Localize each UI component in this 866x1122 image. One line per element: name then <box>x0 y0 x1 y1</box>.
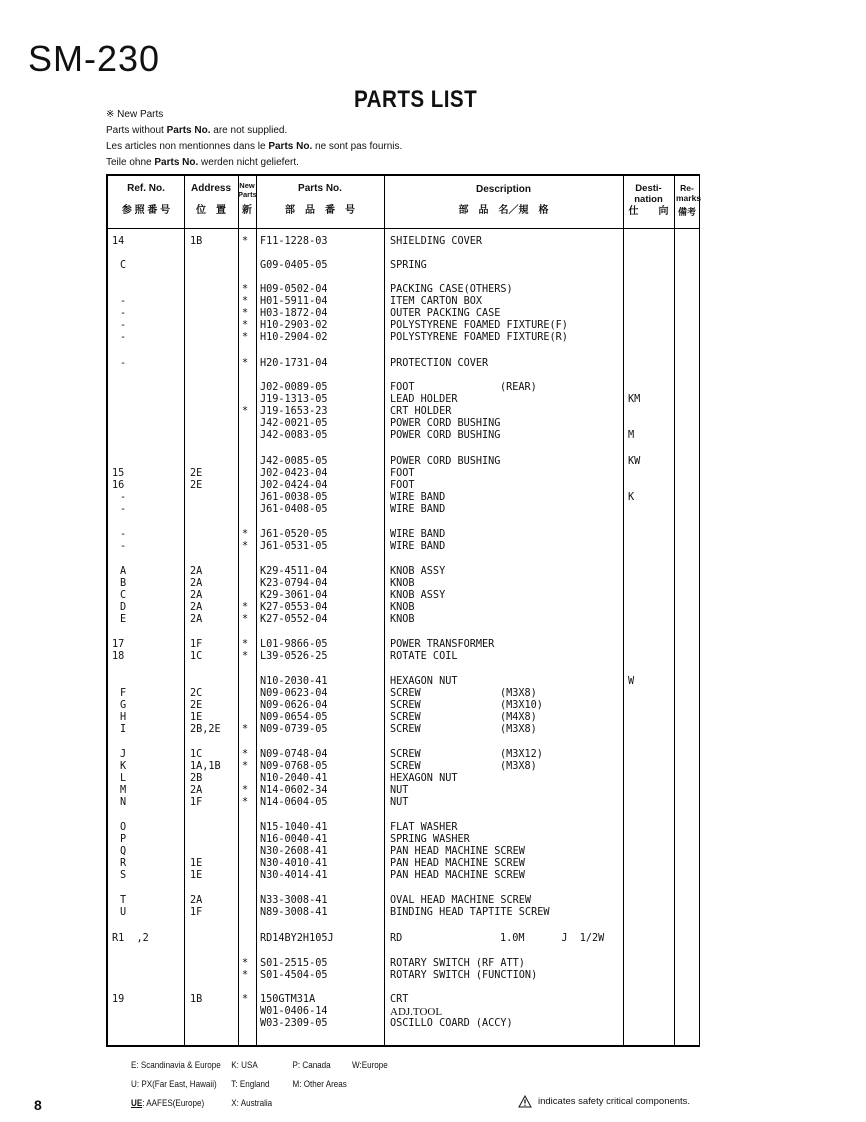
part-number-cell: N14-0602-34 <box>260 785 328 796</box>
part-number-cell: J42-0021-05 <box>260 418 328 429</box>
address-cell: 2A <box>190 785 203 796</box>
description-cell: SHIELDING COVER <box>390 236 483 247</box>
ref-cell: 14 <box>112 236 125 247</box>
part-number-cell: H20-1731-04 <box>260 358 328 369</box>
part-number-cell: RD14BY2H105J <box>260 933 334 944</box>
ref-cell: S <box>120 870 127 881</box>
header-description: Description <box>475 184 531 195</box>
destination-cell: K <box>628 492 635 503</box>
notes <box>106 107 402 171</box>
part-number-cell: J42-0083-05 <box>260 430 328 441</box>
address-cell: 2A <box>190 895 203 906</box>
description-cell: SCREW <box>390 724 421 735</box>
description-cell: ROTARY SWITCH (RF ATT) <box>390 958 525 969</box>
note-text: Teile ohne <box>106 157 155 168</box>
description-cell: KNOB <box>390 578 415 589</box>
ref-cell: E <box>120 614 127 625</box>
address-cell: 1E <box>190 712 203 723</box>
new-part-mark: * <box>242 994 249 1005</box>
ref-cell: Q <box>120 846 127 857</box>
ref-cell: C <box>120 260 127 271</box>
ref-cell: 15 <box>112 468 125 479</box>
description-cell: SCREW <box>390 700 421 711</box>
header-description-jp: 部 品 名／規 格 <box>458 205 549 216</box>
part-number-cell: N10-2030-41 <box>260 676 328 687</box>
legend-t: T: England <box>231 1079 270 1090</box>
new-part-mark: * <box>242 406 249 417</box>
note-text: Parts without <box>106 125 167 136</box>
part-number-cell: N09-0623-04 <box>260 688 328 699</box>
ref-cell: L <box>120 773 127 784</box>
new-part-mark: * <box>242 639 249 650</box>
ref-cell: - <box>120 529 127 540</box>
part-number-cell: K23-0794-04 <box>260 578 328 589</box>
ref-cell: P <box>120 834 127 845</box>
address-cell: 2A <box>190 602 203 613</box>
spec-cell: (M4X8) <box>500 712 537 723</box>
description-cell: SCREW <box>390 761 421 772</box>
column-divider <box>184 176 185 1045</box>
new-part-mark: * <box>242 308 249 319</box>
note-bold: Parts No. <box>268 141 313 152</box>
new-part-mark: * <box>242 358 249 369</box>
description-cell: PAN HEAD MACHINE SCREW <box>390 858 525 869</box>
part-number-cell: G09-0405-05 <box>260 260 328 271</box>
header-ref: Ref. No. <box>127 183 165 194</box>
destination-cell: W <box>628 676 635 687</box>
ref-cell: I <box>120 724 127 735</box>
note-french <box>106 139 402 155</box>
address-cell: 1C <box>190 749 203 760</box>
spec-cell: (M3X8) <box>500 724 537 735</box>
column-divider <box>623 176 624 1045</box>
legend-w: W:Europe <box>352 1060 388 1071</box>
ref-cell: R <box>120 858 127 869</box>
description-cell: SPRING <box>390 260 427 271</box>
header-remarks: Re-marks <box>676 183 702 203</box>
safety-note <box>518 1095 690 1108</box>
legend-u: U: PX(Far East, Hawaii) <box>131 1079 217 1090</box>
address-cell: 1F <box>190 797 203 808</box>
description-cell: SCREW <box>390 749 421 760</box>
ref-cell: - <box>120 332 127 343</box>
ref-cell: G <box>120 700 127 711</box>
ref-cell: T <box>120 895 127 906</box>
description-cell: FOOT <box>390 480 415 491</box>
address-cell: 2A <box>190 578 203 589</box>
legend-line <box>131 1094 388 1113</box>
description-cell: SPRING WASHER <box>390 834 470 845</box>
new-part-mark: * <box>242 797 249 808</box>
model-name: SM-230 <box>28 38 161 79</box>
new-part-mark: * <box>242 332 249 343</box>
spec-cell: (M3X10) <box>500 700 543 711</box>
warning-triangle-icon <box>518 1095 532 1108</box>
new-part-mark: * <box>242 724 249 735</box>
part-number-cell: J19-1313-05 <box>260 394 328 405</box>
description-cell: SCREW <box>390 688 421 699</box>
address-cell: 2B <box>190 773 203 784</box>
description-cell: OVAL HEAD MACHINE SCREW <box>390 895 532 906</box>
new-part-mark: * <box>242 970 249 981</box>
part-number-cell: J02-0423-04 <box>260 468 328 479</box>
part-number-cell: H01-5911-04 <box>260 296 328 307</box>
description-cell: HEXAGON NUT <box>390 676 458 687</box>
description-cell: POWER CORD BUSHING <box>390 418 501 429</box>
part-number-cell: J61-0038-05 <box>260 492 328 503</box>
ref-cell: U <box>120 907 127 918</box>
description-cell: ITEM CARTON BOX <box>390 296 483 307</box>
destination-cell: KW <box>628 456 641 467</box>
description-cell: HEXAGON NUT <box>390 773 458 784</box>
part-number-cell: N09-0739-05 <box>260 724 328 735</box>
part-number-cell: H10-2903-02 <box>260 320 328 331</box>
address-cell: 2E <box>190 468 203 479</box>
description-cell: KNOB <box>390 614 415 625</box>
legend-line <box>131 1075 388 1094</box>
legend-ue-code: UE <box>131 1098 143 1109</box>
part-number-cell: H09-0502-04 <box>260 284 328 295</box>
note-text: Les articles non mentionnes dans le <box>106 141 269 152</box>
part-number-cell: N16-0040-41 <box>260 834 328 845</box>
description-cell: WIRE BAND <box>390 541 446 552</box>
address-cell: 1F <box>190 639 203 650</box>
description-cell: FOOT <box>390 382 415 393</box>
ref-cell: - <box>120 541 127 552</box>
legend-ue-text: : AAFES(Europe) <box>142 1098 205 1109</box>
description-cell: PROTECTION COVER <box>390 358 489 369</box>
part-number-cell: N09-0654-05 <box>260 712 328 723</box>
new-part-mark: * <box>242 651 249 662</box>
legend-ue <box>131 1094 231 1113</box>
ref-cell: R1 ,2 <box>112 933 149 944</box>
legend-k: K: USA <box>231 1060 258 1071</box>
part-number-cell: L01-9866-05 <box>260 639 328 650</box>
part-number-cell: K29-4511-04 <box>260 566 328 577</box>
description-cell: OUTER PACKING CASE <box>390 308 501 319</box>
address-cell: 1E <box>190 858 203 869</box>
address-cell: 2E <box>190 700 203 711</box>
note-german <box>106 155 402 171</box>
new-part-mark: * <box>242 614 249 625</box>
ref-cell: 16 <box>112 480 125 491</box>
header-ref-jp: 参 照 番 号 <box>121 205 171 216</box>
ref-cell: - <box>120 358 127 369</box>
legend-x: X: Australia <box>231 1098 273 1109</box>
note-bold: Parts No. <box>154 157 199 168</box>
description-cell: PAN HEAD MACHINE SCREW <box>390 846 525 857</box>
new-part-mark: * <box>242 958 249 969</box>
part-number-cell: N09-0748-04 <box>260 749 328 760</box>
part-number-cell: N09-0768-05 <box>260 761 328 772</box>
address-cell: 2A <box>190 614 203 625</box>
description-cell: BINDING HEAD TAPTITE SCREW <box>390 907 550 918</box>
address-cell: 2E <box>190 480 203 491</box>
address-cell: 1F <box>190 907 203 918</box>
column-divider <box>256 176 257 1045</box>
address-cell: 2A <box>190 566 203 577</box>
part-number-cell: W01-0406-14 <box>260 1006 328 1017</box>
description-cell: NUT <box>390 797 409 808</box>
destination-legend <box>131 1056 388 1113</box>
address-cell: 2A <box>190 590 203 601</box>
new-part-mark: * <box>242 296 249 307</box>
header-new-parts: New Parts <box>238 181 257 199</box>
ref-cell: 19 <box>112 994 125 1005</box>
header-address-jp: 位 置 <box>196 205 226 216</box>
part-number-cell: H10-2904-02 <box>260 332 328 343</box>
ref-cell: K <box>120 761 127 772</box>
part-number-cell: N10-2040-41 <box>260 773 328 784</box>
part-number-cell: N14-0604-05 <box>260 797 328 808</box>
part-number-cell: L39-0526-25 <box>260 651 328 662</box>
legend-e: E: Scandinavia & Europe <box>131 1060 221 1071</box>
part-number-cell: J19-1653-23 <box>260 406 328 417</box>
safety-note-text: indicates safety critical components. <box>538 1096 691 1107</box>
part-number-cell: S01-4504-05 <box>260 970 328 981</box>
description-cell: RD <box>390 933 403 944</box>
ref-cell: B <box>120 578 127 589</box>
spec-cell: (M3X12) <box>500 749 543 760</box>
ref-cell: O <box>120 822 127 833</box>
part-number-cell: N30-4010-41 <box>260 858 328 869</box>
header-divider <box>108 228 699 229</box>
description-cell: CRT HOLDER <box>390 406 452 417</box>
header-parts-no: Parts No. <box>298 183 342 194</box>
column-divider <box>238 176 239 1045</box>
note-text: werden nicht geliefert. <box>198 157 299 168</box>
header-parts-no-jp: 部 品 番 号 <box>285 205 355 216</box>
new-part-mark: * <box>242 529 249 540</box>
part-number-cell: N09-0626-04 <box>260 700 328 711</box>
description-cell: CRT <box>390 994 409 1005</box>
column-divider <box>384 176 385 1045</box>
description-cell: POWER CORD BUSHING <box>390 456 501 467</box>
header-destination: Desti-nation <box>634 183 663 205</box>
parts-table <box>106 174 700 1047</box>
description-cell: LEAD HOLDER <box>390 394 458 405</box>
description-cell: KNOB <box>390 602 415 613</box>
description-cell: KNOB ASSY <box>390 590 446 601</box>
part-number-cell: J61-0531-05 <box>260 541 328 552</box>
new-part-mark: * <box>242 749 249 760</box>
part-number-cell: F11-1228-03 <box>260 236 328 247</box>
note-bold: Parts No. <box>166 125 211 136</box>
ref-cell: - <box>120 320 127 331</box>
part-number-cell: J42-0085-05 <box>260 456 328 467</box>
spec-cell: 1.0M J 1/2W <box>500 933 605 944</box>
description-cell: FLAT WASHER <box>390 822 458 833</box>
description-cell: WIRE BAND <box>390 529 446 540</box>
part-number-cell: J61-0408-05 <box>260 504 328 515</box>
legend-p: P: Canada <box>292 1060 331 1071</box>
description-cell: WIRE BAND <box>390 504 446 515</box>
new-part-mark: * <box>242 785 249 796</box>
address-cell: 1C <box>190 651 203 662</box>
spec-cell: (REAR) <box>500 382 537 393</box>
destination-cell: M <box>628 430 635 441</box>
description-cell: KNOB ASSY <box>390 566 446 577</box>
description-cell: POLYSTYRENE FOAMED FIXTURE(F) <box>390 320 568 331</box>
description-cell: PACKING CASE(OTHERS) <box>390 284 513 295</box>
address-cell: 1E <box>190 870 203 881</box>
part-number-cell: N15-1040-41 <box>260 822 328 833</box>
destination-cell: KM <box>628 394 641 405</box>
ref-cell: A <box>120 566 127 577</box>
ref-cell: - <box>120 492 127 503</box>
note-text: are not supplied. <box>210 125 288 136</box>
ref-cell: - <box>120 504 127 515</box>
legend-m: M: Other Areas <box>292 1079 347 1090</box>
part-number-cell: N30-2608-41 <box>260 846 328 857</box>
ref-cell: H <box>120 712 127 723</box>
new-part-mark: * <box>242 541 249 552</box>
description-cell: WIRE BAND <box>390 492 446 503</box>
part-number-cell: J02-0424-04 <box>260 480 328 491</box>
note-text: ne sont pas fournis. <box>312 141 403 152</box>
description-cell: ADJ.TOOL <box>390 1006 443 1018</box>
spec-cell: (M3X8) <box>500 761 537 772</box>
part-number-cell: S01-2515-05 <box>260 958 328 969</box>
description-cell: ROTARY SWITCH (FUNCTION) <box>390 970 538 981</box>
description-cell: SCREW <box>390 712 421 723</box>
new-part-mark: * <box>242 236 249 247</box>
address-cell: 1B <box>190 236 203 247</box>
new-part-mark: * <box>242 602 249 613</box>
part-number-cell: 150GTM31A <box>260 994 316 1005</box>
description-cell: OSCILLO COARD (ACCY) <box>390 1018 513 1029</box>
part-number-cell: N33-3008-41 <box>260 895 328 906</box>
new-part-mark: * <box>242 761 249 772</box>
part-number-cell: H03-1872-04 <box>260 308 328 319</box>
ref-cell: C <box>120 590 127 601</box>
ref-cell: 17 <box>112 639 125 650</box>
header-address: Address <box>190 183 231 194</box>
part-number-cell: N30-4014-41 <box>260 870 328 881</box>
page-number: 8 <box>34 1097 42 1113</box>
description-cell: POWER CORD BUSHING <box>390 430 501 441</box>
part-number-cell: K29-3061-04 <box>260 590 328 601</box>
ref-cell: - <box>120 296 127 307</box>
note-english <box>106 123 402 139</box>
part-number-cell: J02-0089-05 <box>260 382 328 393</box>
legend-line <box>131 1056 388 1075</box>
new-part-mark: * <box>242 320 249 331</box>
address-cell: 1A,1B <box>190 761 221 772</box>
description-cell: POWER TRANSFORMER <box>390 639 495 650</box>
page-title: PARTS LIST <box>354 86 478 113</box>
new-part-mark: * <box>242 284 249 295</box>
ref-cell: N <box>120 797 127 808</box>
description-cell: ROTATE COIL <box>390 651 458 662</box>
part-number-cell: K27-0552-04 <box>260 614 328 625</box>
description-cell: PAN HEAD MACHINE SCREW <box>390 870 525 881</box>
column-divider <box>674 176 675 1045</box>
part-number-cell: K27-0553-04 <box>260 602 328 613</box>
ref-cell: M <box>120 785 127 796</box>
header-remarks-jp: 備考 <box>677 207 696 217</box>
address-cell: 2C <box>190 688 203 699</box>
part-number-cell: J61-0520-05 <box>260 529 328 540</box>
part-number-cell: W03-2309-05 <box>260 1018 328 1029</box>
description-cell: POLYSTYRENE FOAMED FIXTURE(R) <box>390 332 568 343</box>
description-cell: NUT <box>390 785 409 796</box>
new-parts-note: ※ New Parts <box>106 109 164 120</box>
ref-cell: 18 <box>112 651 125 662</box>
description-cell: FOOT <box>390 468 415 479</box>
header-destination-jp: 仕 向 <box>628 206 669 217</box>
ref-cell: D <box>120 602 127 613</box>
spec-cell: (M3X8) <box>500 688 537 699</box>
ref-cell: - <box>120 308 127 319</box>
header-new-jp: 新 <box>242 205 252 216</box>
ref-cell: J <box>120 749 127 760</box>
address-cell: 1B <box>190 994 203 1005</box>
address-cell: 2B,2E <box>190 724 221 735</box>
ref-cell: F <box>120 688 127 699</box>
part-number-cell: N89-3008-41 <box>260 907 328 918</box>
